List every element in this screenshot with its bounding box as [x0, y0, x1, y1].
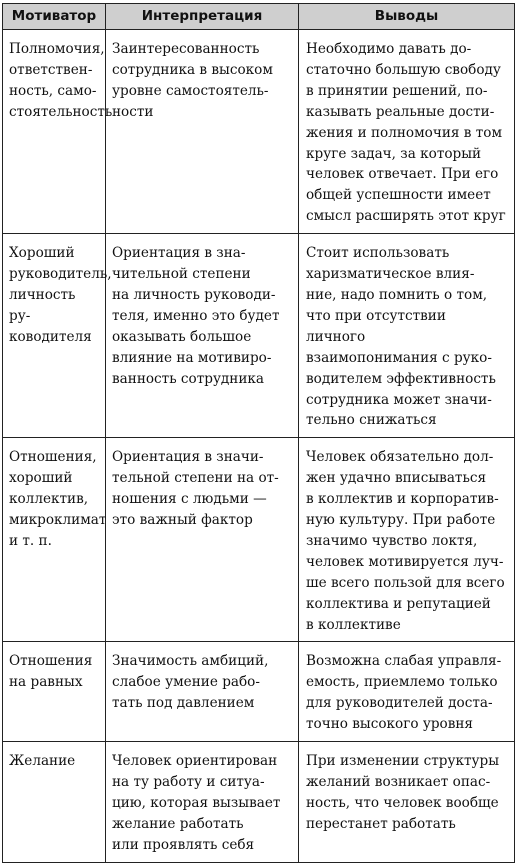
interpretation-cell: Значимость амбиций, слабое умение рабо- тать под давлением [106, 642, 299, 742]
conclusion-cell: Необходимо давать до- статочно большую свободу в принятии решений, по- казывать реальные дости- жения и полномочия в том круге задач, за который человек отвечает. При его общей успешности имеет смысл расширять этот круг [299, 30, 515, 234]
header-motivator: Мотиватор [3, 4, 106, 30]
motivators-table [2, 3, 515, 863]
conclusion-cell: Человек обязательно дол- жен удачно вписываться в коллектив и корпоратив- ную культуру. При работе значимо чувство локтя, человек мотивируется луч- ше всего пользой для всего коллектива и репутацией в коллективе [299, 438, 515, 642]
header-interpretation: Интерпретация [106, 4, 299, 30]
motivator-cell: Желание [3, 742, 106, 863]
motivator-cell: Хороший руководитель, личность ру- ководителя [3, 234, 106, 438]
table-row [3, 438, 515, 642]
table-row [3, 234, 515, 438]
interpretation-cell: Ориентация в зна- чительной степени на личность руководи- теля, именно это будет оказывать большое влияние на мотивиро- ванность сотрудника [106, 234, 299, 438]
header-conclusions: Выводы [299, 4, 515, 30]
table-row [3, 30, 515, 234]
table-row [3, 642, 515, 742]
interpretation-cell: Ориентация в значи- тельной степени на от- ношения с людьми — это важный фактор [106, 438, 299, 642]
conclusion-cell: При изменении структуры желаний возникает опас- ность, что человек вообще перестанет работать [299, 742, 515, 863]
table-row [3, 742, 515, 863]
motivator-cell: Отношения, хороший коллектив, микроклимат и т. п. [3, 438, 106, 642]
interpretation-cell: Заинтересованность сотрудника в высоком уровне самостоятель- ности [106, 30, 299, 234]
table-header-row [3, 4, 515, 30]
motivator-cell: Полномочия, ответствен- ность, само- стоятельность [3, 30, 106, 234]
motivator-cell: Отношения на равных [3, 642, 106, 742]
interpretation-cell: Человек ориентирован на ту работу и ситуа- цию, которая вызывает желание работать или проявлять себя [106, 742, 299, 863]
conclusion-cell: Стоит использовать харизматическое влия- ние, надо помнить о том, что при отсутствии личного взаимопонимания с руко- водителем эффективность сотрудника может значи- тельно снижаться [299, 234, 515, 438]
conclusion-cell: Возможна слабая управля- емость, приемлемо только для руководителей доста- точно высокого уровня [299, 642, 515, 742]
